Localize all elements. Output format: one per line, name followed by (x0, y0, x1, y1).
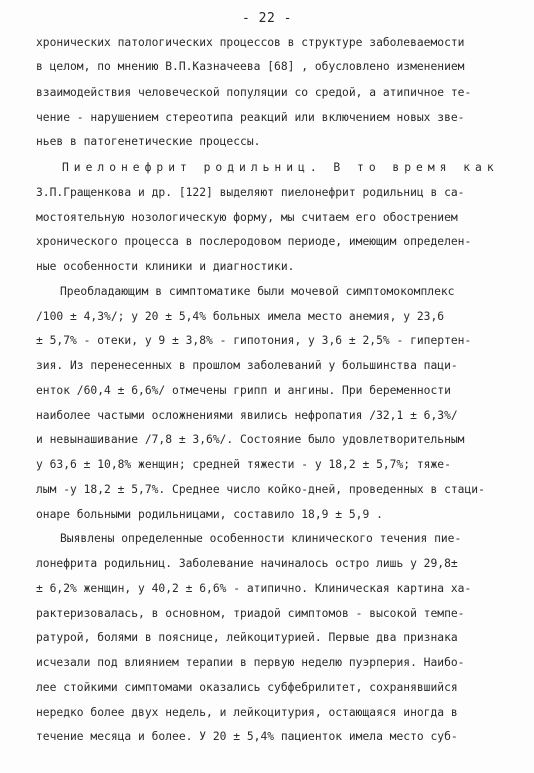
text-line: ные особенности клиники и диагностики. (36, 260, 295, 273)
text-line: у 63,6 ± 10,8% женщин; средней тяжести - у 18,2 ± 5,7%; тяже- (36, 458, 451, 471)
text-line: рактеризовалась, в основном, триадой симптомов - высокой темпе- (36, 607, 465, 620)
page-number: - 22 - (242, 11, 292, 26)
text-line: лее стойкими симптомами оказались субфебрилитет, сохранявшийся (36, 681, 458, 694)
text-line: ± 5,7% - отеки, у 9 ± 3,8% - гипотония, у 3,6 ± 2,5% - гипертен- (36, 334, 472, 347)
text-line: и невынашивание /7,8 ± 3,6%/. Состояние было удовлетворительным (36, 433, 465, 446)
text-line: ньев в патогенетические процессы. (36, 135, 261, 148)
text-line: течение месяца и более. У 20 ± 5,4% пациенток имела место суб- (36, 730, 458, 743)
text-line: Преобладающим в симптоматике были мочевой симптомокомплекс (60, 285, 455, 298)
text-line: онаре больными родильницами, составило 18,9 ± 5,9 . (36, 508, 383, 521)
text-line: ± 6,2% женщин, у 40,2 ± 6,6% - атипично. Клиническая картина ха- (36, 582, 472, 595)
text-line: нередко более двух недель, и лейкоцитурия, остающаяся иногда в (36, 706, 458, 719)
text-line: ратурой, болями в пояснице, лейкоцитурией. Первые два признака (36, 631, 458, 644)
text-line: хронических патологических процессов в структуре заболеваемости (36, 36, 465, 49)
text-line: взаимодействия человеческой популяции со средой, а атипичное те- (36, 86, 472, 99)
text-line: чение - нарушением стереотипа реакций или включением новых зве- (36, 111, 465, 124)
text-line: /100 ± 4,3%/; у 20 ± 5,4% больных имела место анемия, у 23,6 (36, 310, 445, 323)
text-line: лым -у 18,2 ± 5,7%. Среднее число койко-дней, проведенных в стаци- (36, 483, 485, 496)
text-line: мостоятельную нозологическую форму, мы считаем его обострением (36, 211, 458, 224)
text-line: енток /60,4 ± 6,6%/ отмечены грипп и ангины. При беременности (36, 384, 451, 397)
text-line: исчезали под влиянием терапии в первую неделю пуэрперия. Наибо- (36, 656, 465, 669)
text-line: Выявлены определенные особенности клинического течения пие- (60, 532, 462, 545)
text-line: хронического процесса в послеродовом периоде, имеющим определен- (36, 235, 472, 248)
section-heading: Пиелонефрит родильниц. В то время как (62, 161, 499, 174)
text-line: З.П.Гращенкова и др. [122] выделяют пиелонефрит родильниц в са- (36, 186, 465, 199)
text-line: в целом, по мнению В.П.Казначеева [68] , обусловлено изменением (36, 60, 465, 73)
text-line: зия. Из перенесенных в прошлом заболеваний у большинства паци- (36, 359, 458, 372)
text-line: лонефрита родильниц. Заболевание начиналось остро лишь у 29,8± (36, 557, 458, 570)
text-line: наиболее частыми осложнениями явились нефропатия /32,1 ± 6,3%/ (36, 409, 458, 422)
